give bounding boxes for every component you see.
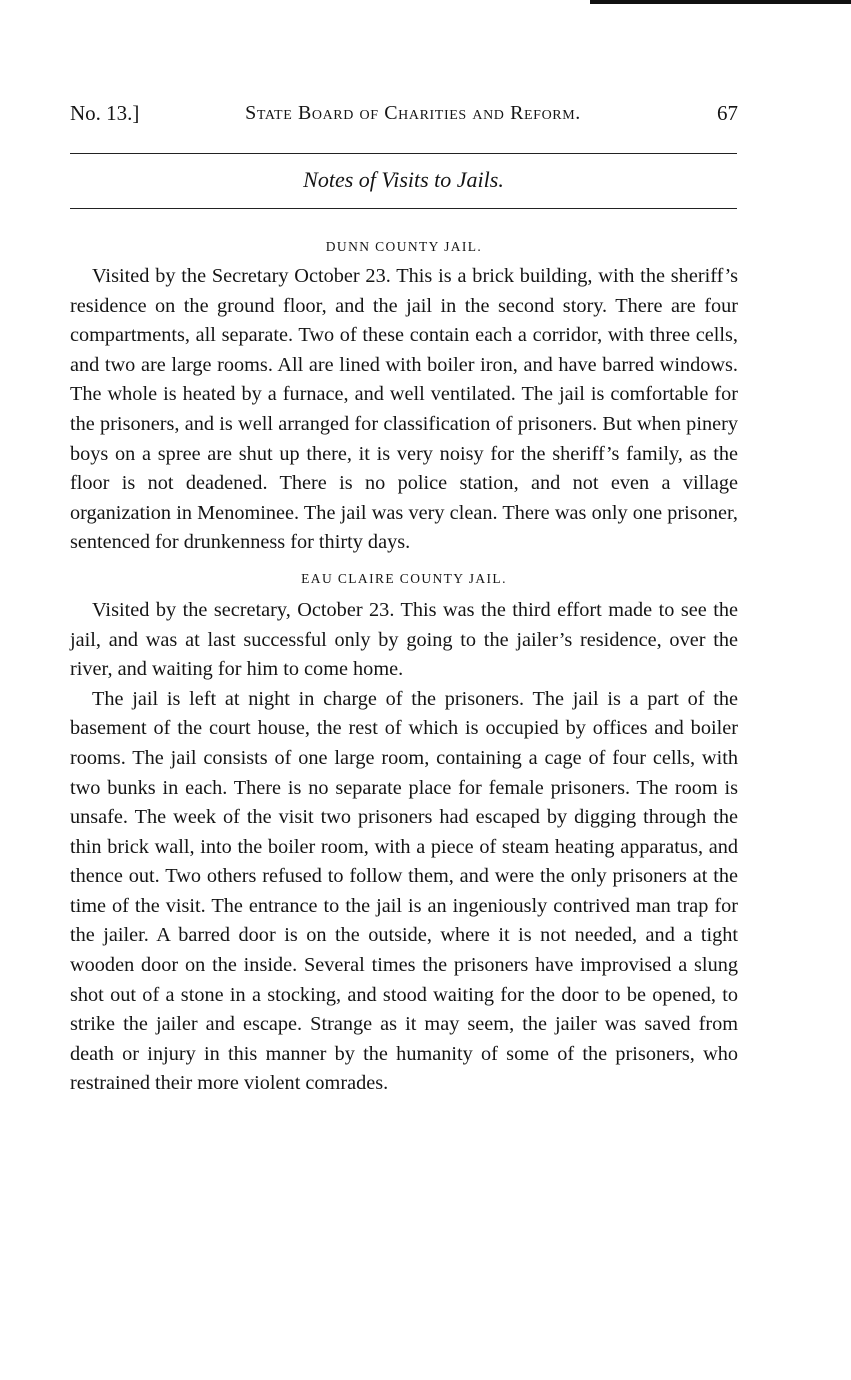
top-edge-rule	[590, 0, 851, 4]
header-rule-bottom	[70, 208, 737, 209]
subheading-dunn-county-jail: DUNN COUNTY JAIL.	[325, 239, 483, 254]
paragraph-dunn-county: Visited by the Secretary October 23. This is a brick building, with the sheriff’s residence on the ground floor, and the jail in the second story. There are four compartments, all separate. Two of these contain each a corridor, with three cells, and two are large rooms. All are lined with boiler iron, and have barred windows. The whole is heated by a furnace, and well ventilated. The jail is comfortable for the prisoners, and is well arranged for classification of prisoners. But when pinery boys on a spree are shut up there, it is very noisy for the sheriff’s family, as the floor is not deadened. There is no police station, and not even a village organization in Menominee. The jail was very clean. There was only one prisoner, sentenced for drunkenness for thirty days.	[70, 265, 738, 554]
paragraph-eau-claire-jail: The jail is left at night in charge of the prisoners. The jail is a part of the basement of the court house, the rest of which is occupied by offices and boiler rooms. The jail consists of one large room, containing a cage of four cells, with two bunks in each. There is no separate place for female prisoners. The room is unsafe. The week of the visit two prisoners had escaped by digging through the thin brick wall, into the boiler room, with a piece of steam heating apparatus, and thence out. Two others refused to follow them, and were the only prisoners at the time of the visit. The entrance to the jail is an ingeniously contrived man trap for the jailer. A barred door is on the outside, where it is not needed, and a tight wooden door on the inside. Several times the prisoners have improvised a slung shot out of a stone in a stocking, and stood waiting for the door to be opened, to strike the jailer and escape. Strange as it may seem, the jailer was saved from death or injury in this manner by the humanity of some of the prisoners, who restrained their more violent comrades.	[70, 687, 738, 1095]
publication-title: State Board of Charities and Reform.	[245, 102, 581, 124]
page-number: 67	[717, 101, 738, 125]
header-rule-top	[70, 153, 737, 154]
paragraph-eau-claire-visit: Visited by the secretary, October 23. This was the third effort made to see the jail, and was at last successful only by going to the jailer’s residence, over the river, and waiting for him to come home.	[70, 598, 738, 681]
running-head	[70, 96, 738, 130]
body-text	[70, 232, 738, 1099]
subheading-eau-claire-county-jail: EAU CLAIRE COUNTY JAIL.	[301, 570, 507, 586]
document-number: No. 13.]	[70, 101, 140, 125]
section-title: Notes of Visits to Jails.	[303, 167, 504, 192]
